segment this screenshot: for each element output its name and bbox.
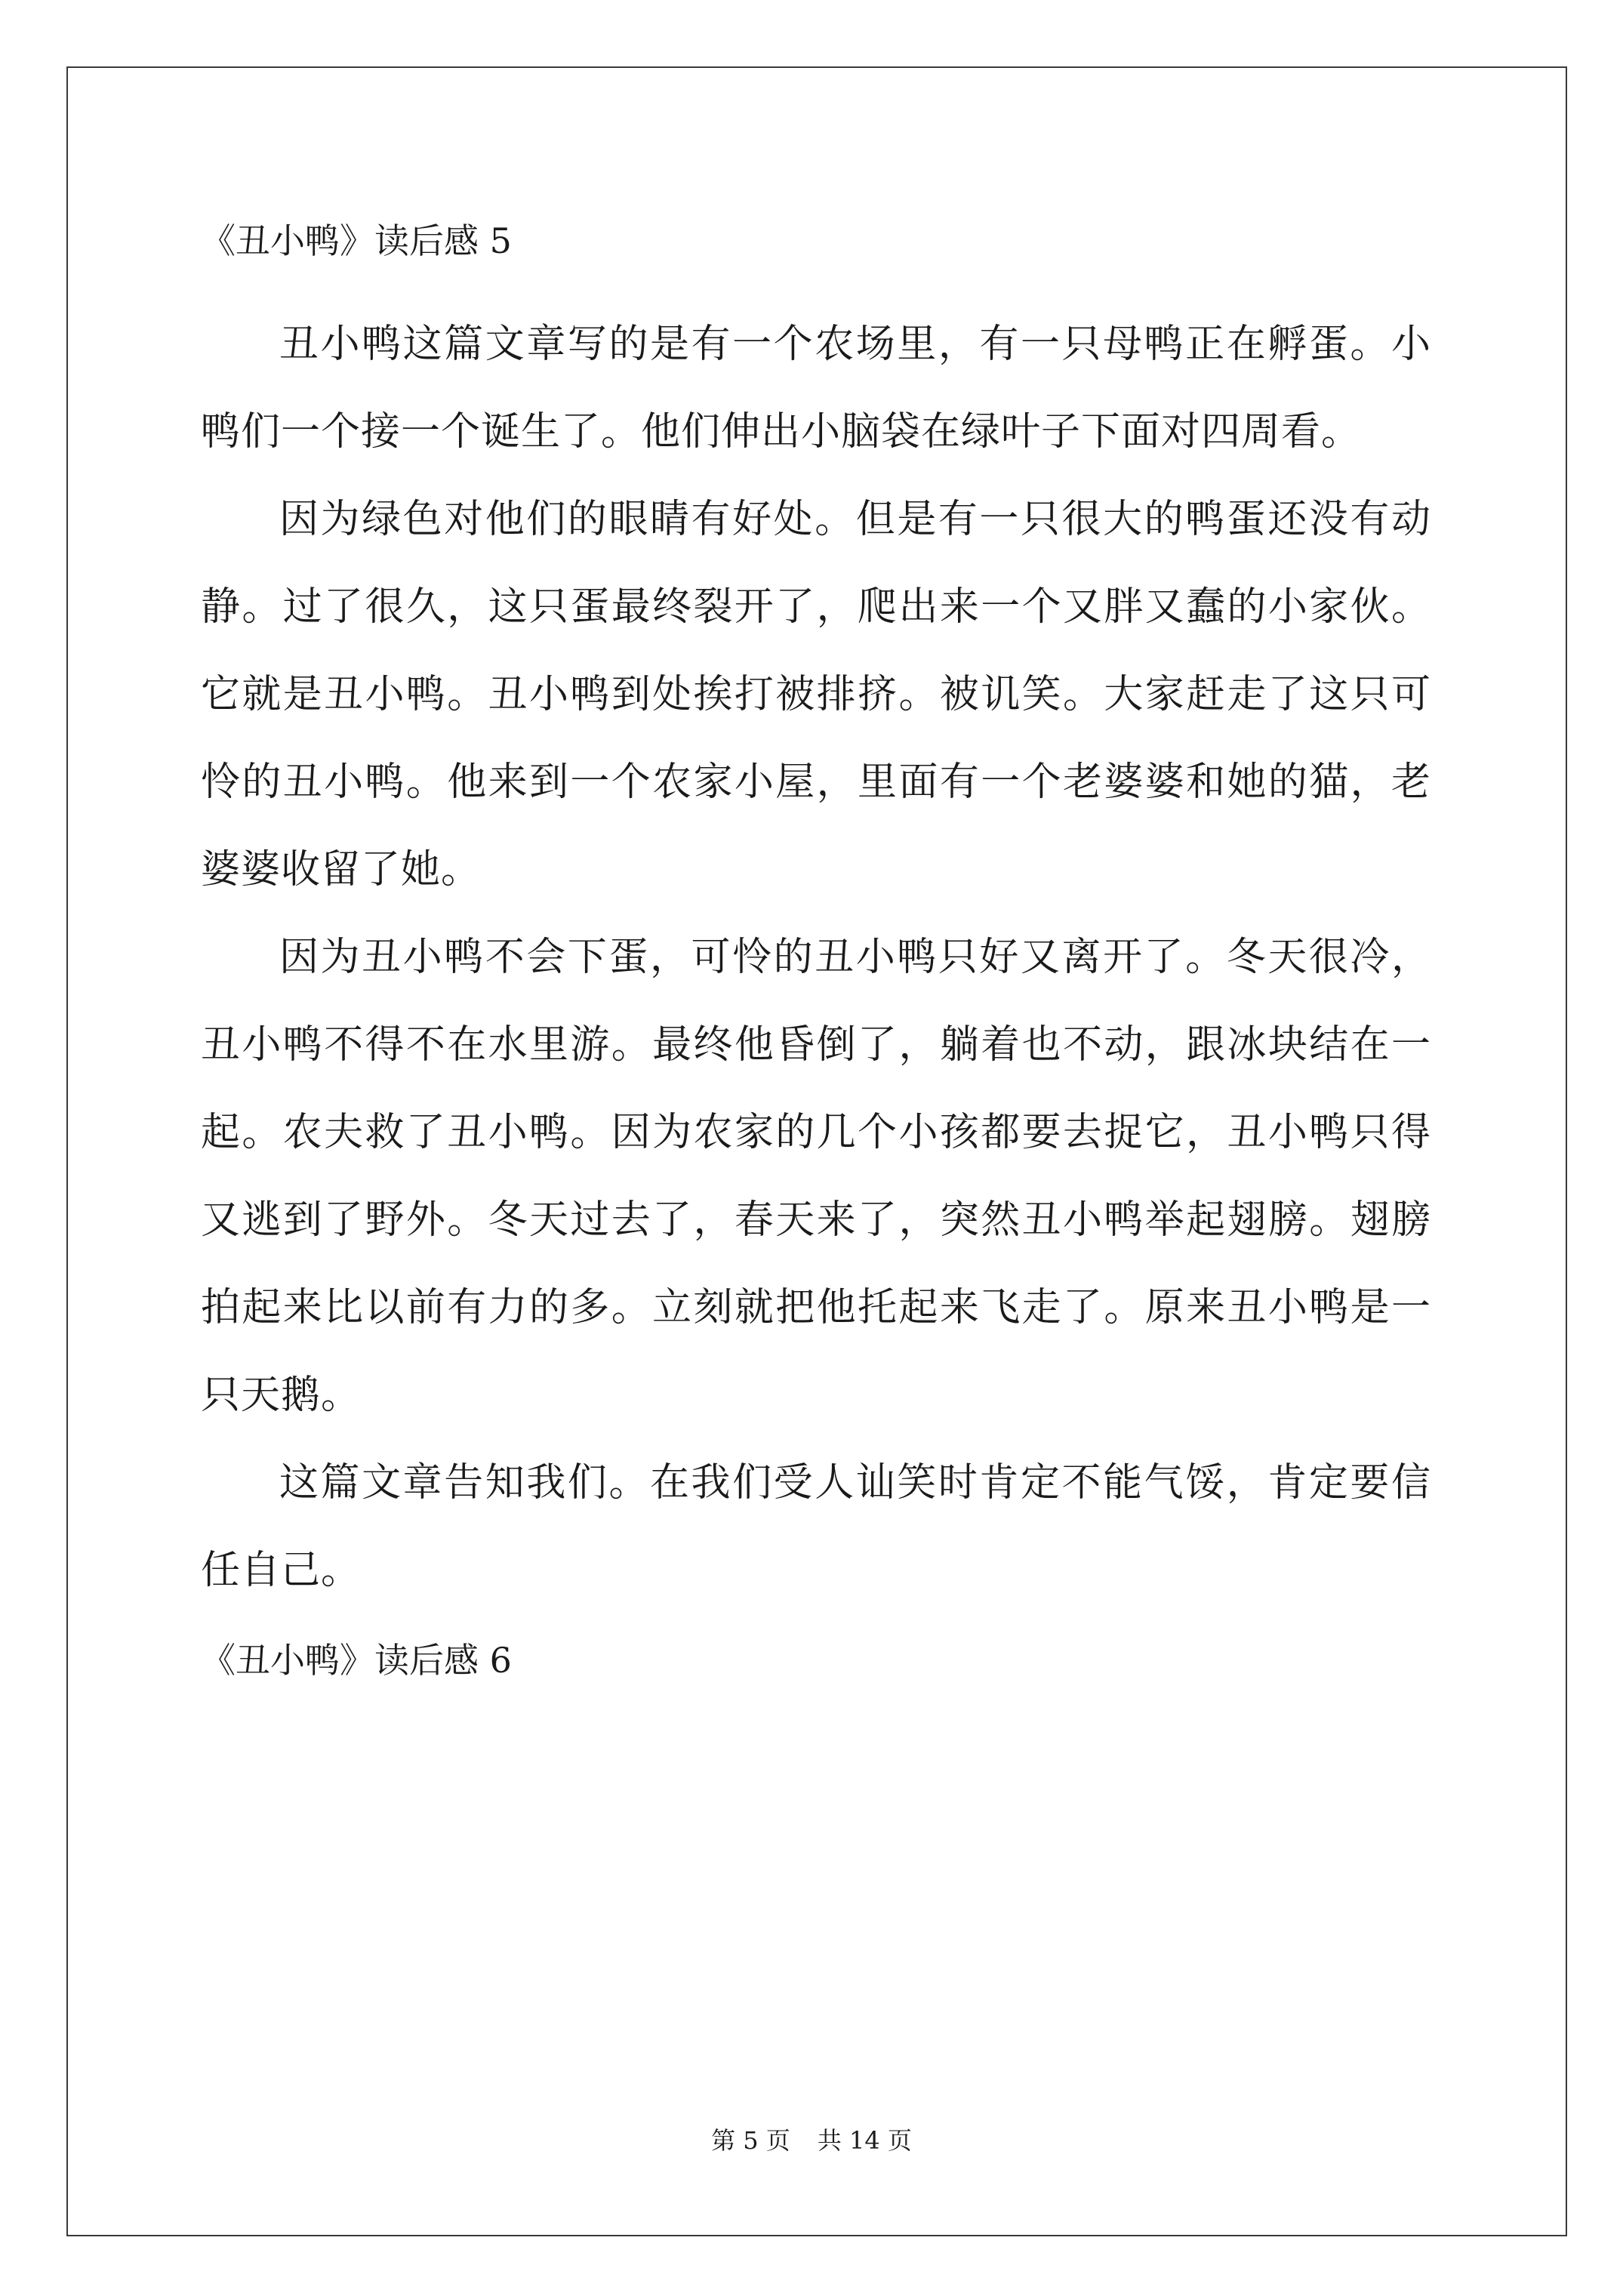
- page-total: 共 14 页: [817, 2126, 912, 2155]
- page-number: 第 5 页: [711, 2126, 790, 2155]
- paragraph: 丑小鸭这篇文章写的是有一个农场里，有一只母鸭正在孵蛋。小鸭们一个接一个诞生了。他们伸出小脑袋在绿叶子下面对四周看。: [201, 322, 1431, 455]
- section-heading: 《丑小鸭》读后感 6: [201, 1640, 512, 1681]
- page-footer: [0, 2122, 1623, 2156]
- paragraph: 这篇文章告知我们。在我们受人讪笑时肯定不能气馁，肯定要信任自己。: [201, 1460, 1431, 1593]
- section-heading: 《丑小鸭》读后感 5: [201, 220, 512, 261]
- paragraph: 因为绿色对他们的眼睛有好处。但是有一只很大的鸭蛋还没有动静。过了很久，这只蛋最终裂开了，爬出来一个又胖又蠢的小家伙。它就是丑小鸭。丑小鸭到处挨打被排挤。被讥笑。大家赶走了这只可怜的丑小鸭。他来到一个农家小屋，里面有一个老婆婆和她的猫，老婆婆收留了她。: [201, 497, 1431, 892]
- paragraph: 因为丑小鸭不会下蛋，可怜的丑小鸭只好又离开了。冬天很冷，丑小鸭不得不在水里游。最终他昏倒了，躺着也不动，跟冰块结在一起。农夫救了丑小鸭。因为农家的几个小孩都要去捉它，丑小鸭只得又逃到了野外。冬天过去了，春天来了，突然丑小鸭举起翅膀。翅膀拍起来比以前有力的多。立刻就把他托起来飞走了。原来丑小鸭是一只天鹅。: [201, 935, 1431, 1418]
- document-body: [201, 219, 1431, 1682]
